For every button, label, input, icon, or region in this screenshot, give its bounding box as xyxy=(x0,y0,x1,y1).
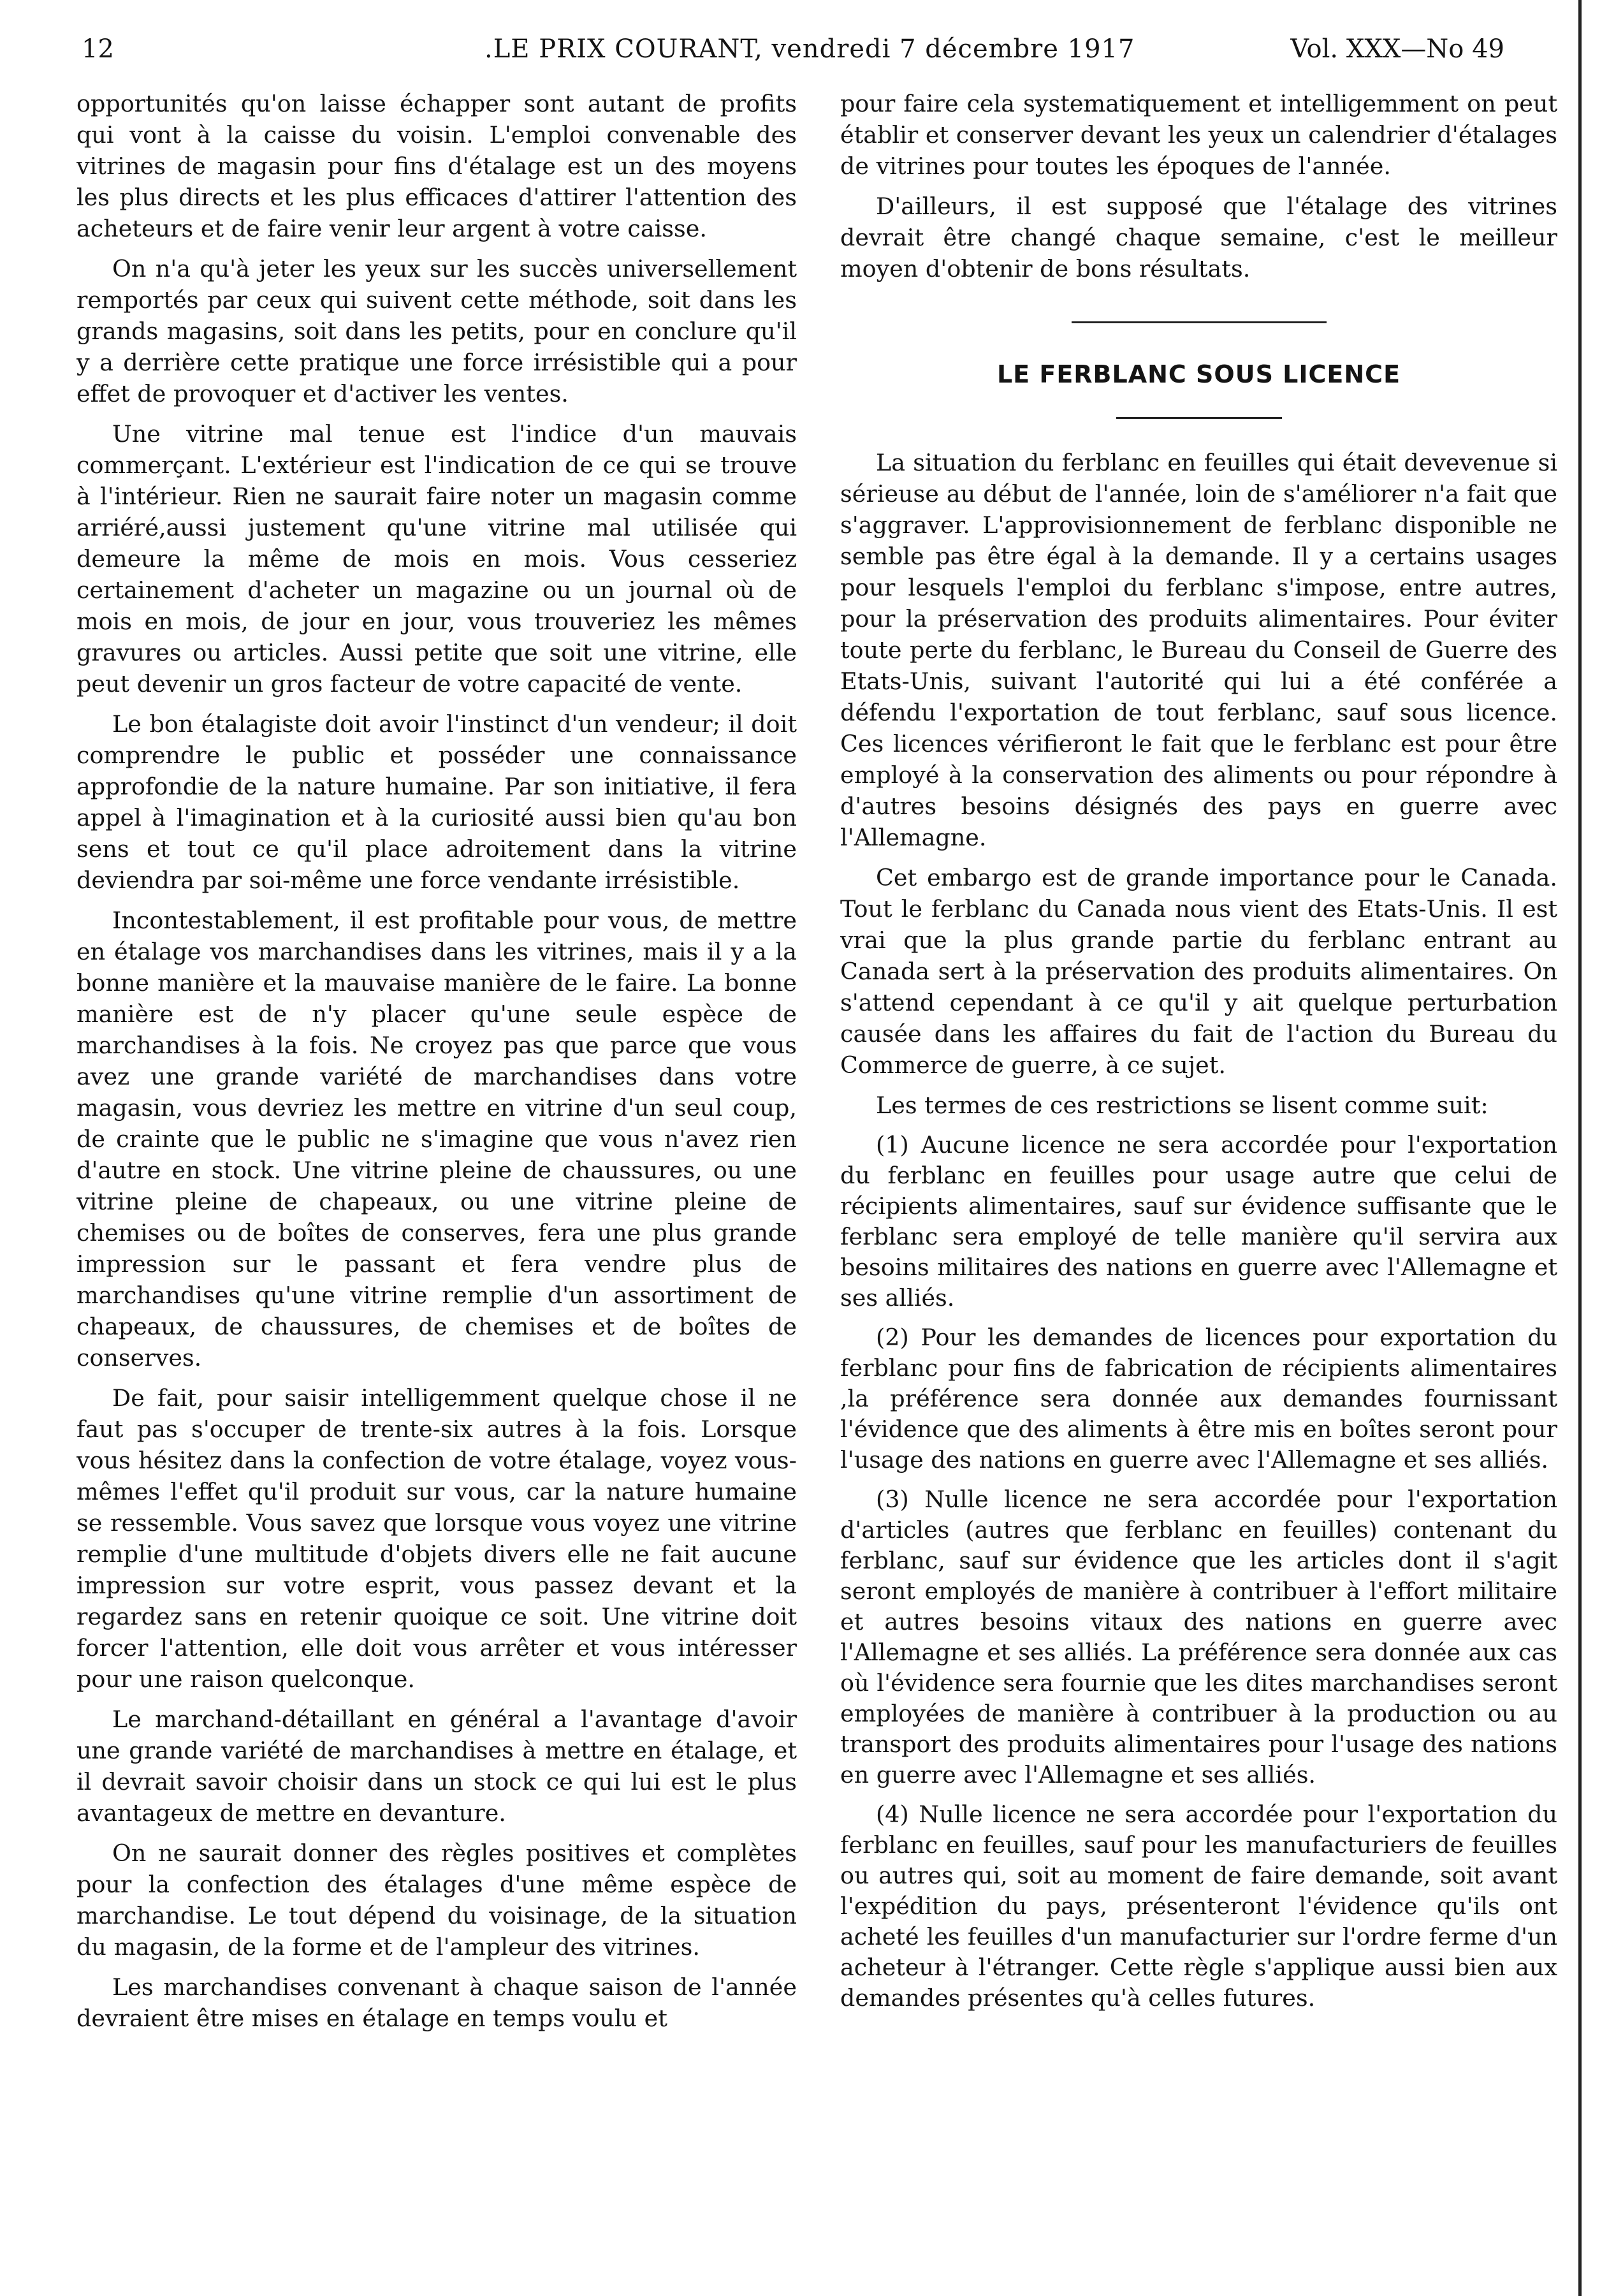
article-title: LE FERBLANC SOUS LICENCE xyxy=(996,360,1401,388)
paragraph: On n'a qu'à jeter les yeux sur les succès universellement remportés par ceux qui suivent cette méthode, soit dans les grands magasins, soit dans les petits, pour en conclure qu'il y a derrière cette pratique une force irrésistible qui a pour effet de provoquer et d'activer les ventes. xyxy=(76,255,797,407)
section-divider xyxy=(1072,321,1327,323)
paragraph: Cet embargo est de grande importance pour le Canada. Tout le ferblanc du Canada nous vient des Etats-Unis. Il est vrai que la plus grande partie du ferblanc entrant au Canada sert à la préservation des produits alimentaires. On s'attend cependant à ce qu'il y ait quelque perturbation causée dans les affaires du fait de l'action du Bureau du Commerce de guerre, à ce sujet. xyxy=(840,864,1557,1079)
paragraph: opportunités qu'on laisse échapper sont autant de profits qui vont à la caisse du voisin. L'emploi convenable des vitrines de magasin pour fins d'étalage est un des moyens les plus directs et les plus efficaces d'attirer l'attention des acheteurs et de faire venir leur argent à votre caisse. xyxy=(76,90,797,242)
paragraph: Les termes de ces restrictions se lisent comme suit: xyxy=(876,1092,1488,1119)
paragraph: De fait, pour saisir intelligemment quelque chose il ne faut pas s'occuper de trente-six autres à la fois. Lorsque vous hésitez dans la confection de votre étalage, voyez vous-mêmes l'effet qu'il produit sur vous, car la nature humaine se ressemble. Vous savez que lorsque vous voyez une vitrine remplie d'une multitude d'objets divers elle ne fait aucune impression sur votre esprit, vous passez devant et la regardez sans en retenir quoique ce soit. Une vitrine doit forcer l'attention, elle doit vous arrêter et vous intéresser pour une raison quelconque. xyxy=(76,1384,797,1693)
paragraph: pour faire cela systematiquement et intelligemment on peut établir et conserver devant les yeux un calendrier d'étalages de vitrines pour toutes les époques de l'année. xyxy=(840,90,1557,180)
paragraph: Le marchand-détaillant en général a l'avantage d'avoir une grande variété de marchandises à mettre en étalage, et il devrait savoir choisir dans un stock ce qui lui est le plus avantageux de mettre en devanture. xyxy=(76,1706,797,1827)
restriction-clause: (3) Nulle licence ne sera accordée pour l'exportation d'articles (autres que ferblanc en feuilles) contenant du ferblanc, sauf sur évidence que les articles dont il s'agit seront employés de manière à contribuer à l'effort militaire et autres besoins vitaux des nations en guerre avec l'Allemagne et ses alliés. La préférence sera donnée aux cas où l'évidence sera fournie que les dites marchandises seront employées de manière à contribuer à la production ou au transport des produits alimentaires pour l'usage des nations en guerre avec l'Allemagne et ses alliés. xyxy=(840,1486,1557,1788)
title-underline xyxy=(1116,417,1282,419)
paragraph: Les marchandises convenant à chaque saison de l'année devraient être mises en étalage en temps voulu et xyxy=(76,1973,797,2032)
running-header xyxy=(76,27,1504,71)
paragraph: Une vitrine mal tenue est l'indice d'un mauvais commerçant. L'extérieur est l'indication de ce qui se trouve à l'intérieur. Rien ne saurait faire noter un magasin comme arriéré,aussi justement qu'une vitrine mal utilisée qui demeure la même de mois en mois. Vous cesseriez certainement d'acheter un magazine ou un journal où de mois en mois, de jour en jour, vous trouveriez les mêmes gravures ou articles. Aussi petite que soit une vitrine, elle peut devenir un gros facteur de votre capacité de vente. xyxy=(76,420,797,698)
paragraph: On ne saurait donner des règles positives et complètes pour la confection des étalages d'une même espèce de marchandise. Le tout dépend du voisinage, de la situation du magasin, de la forme et de l'ampleur des vitrines. xyxy=(76,1839,797,1961)
page-number: 12 xyxy=(82,34,114,64)
publication-title: .LE PRIX COURANT, vendredi 7 décembre 1917 xyxy=(484,34,1135,64)
paragraph: Incontestablement, il est profitable pour vous, de mettre en étalage vos marchandises dans les vitrines, mais il y a la bonne manière et la mauvaise manière de le faire. La bonne manière est de n'y placer qu'une seule espèce de marchandises à la fois. Ne croyez pas que parce que vous avez une grande variété de marchandises dans votre magasin, vous devriez les mettre en vitrine d'un seul coup, de crainte que le public ne s'imagine que vous n'avez rien d'autre en stock. Une vitrine pleine de chaussures, ou une vitrine pleine de chapeaux, ou une vitrine pleine de chemises ou de boîtes de conserves, fera une plus grande impression sur le passant et fera vendre plus de marchandises qu'une vitrine remplie d'un assortiment de chapeaux, de chaussures, de chemises et de boîtes de conserves. xyxy=(76,907,797,1371)
paragraph: Le bon étalagiste doit avoir l'instinct d'un vendeur; il doit comprendre le public et posséder une connaissance approfondie de la nature humaine. Par son initiative, il fera appel à l'imagination et à la curiosité aussi bien qu'au bon sens et tout ce qu'il place adroitement dans la vitrine deviendra par soi-même une force vendante irrésistible. xyxy=(76,710,797,894)
restriction-clause: (1) Aucune licence ne sera accordée pour l'exportation du ferblanc en feuilles pour usage autre que celui de récipients alimentaires, sauf sur évidence suffisante que le ferblanc sera employé de telle manière qu'il servira aux besoins militaires des nations en guerre avec l'Allemagne et ses alliés. xyxy=(840,1131,1557,1312)
right-column xyxy=(840,88,1557,2281)
left-column xyxy=(76,88,797,2281)
restriction-clause: (4) Nulle licence ne sera accordée pour l'exportation du ferblanc en feuilles, sauf pour les manufacturiers de feuilles ou autres qui, soit au moment de faire demande, soit avant l'expédition du pays, présenteront l'évidence qu'ils ont acheté les feuilles d'un manufacturier sur l'ordre ferme d'un acheteur à l'étranger. Cette règle s'applique aussi bien aux demandes présentes qu'à celles futures. xyxy=(840,1801,1557,2012)
paragraph: La situation du ferblanc en feuilles qui était devevenue si sérieuse au début de l'année, loin de s'améliorer n'a fait que s'aggraver. L'approvisionnement de ferblanc disponible ne semble pas être égal à la demande. Il y a certains usages pour lesquels l'emploi du ferblanc s'impose, entre autres, pour la préservation des produits alimentaires. Pour éviter toute perte du ferblanc, le Bureau du Conseil de Guerre des Etats-Unis, suivant l'autorité qui lui a été conférée a défendu l'exportation de tout ferblanc, sauf sous licence. Ces licences vérifieront le fait que le ferblanc est pour être employé à la conservation des aliments ou pour répondre à d'autres besoins désignés des pays en guerre avec l'Allemagne. xyxy=(840,449,1557,851)
restriction-clause: (2) Pour les demandes de licences pour exportation du ferblanc pour fins de fabrication de récipients alimentaires ,la préférence sera donnée aux demandes fournissant l'évidence que des aliments à être mis en boîtes seront pour l'usage des nations en guerre avec l'Allemagne et ses alliés. xyxy=(840,1324,1557,1473)
volume-number: Vol. XXX—No 49 xyxy=(1290,34,1504,64)
paragraph: D'ailleurs, il est supposé que l'étalage des vitrines devrait être changé chaque semaine, c'est le meilleur moyen d'obtenir de bons résultats. xyxy=(840,193,1557,282)
page-edge-rule xyxy=(1578,0,1582,2296)
